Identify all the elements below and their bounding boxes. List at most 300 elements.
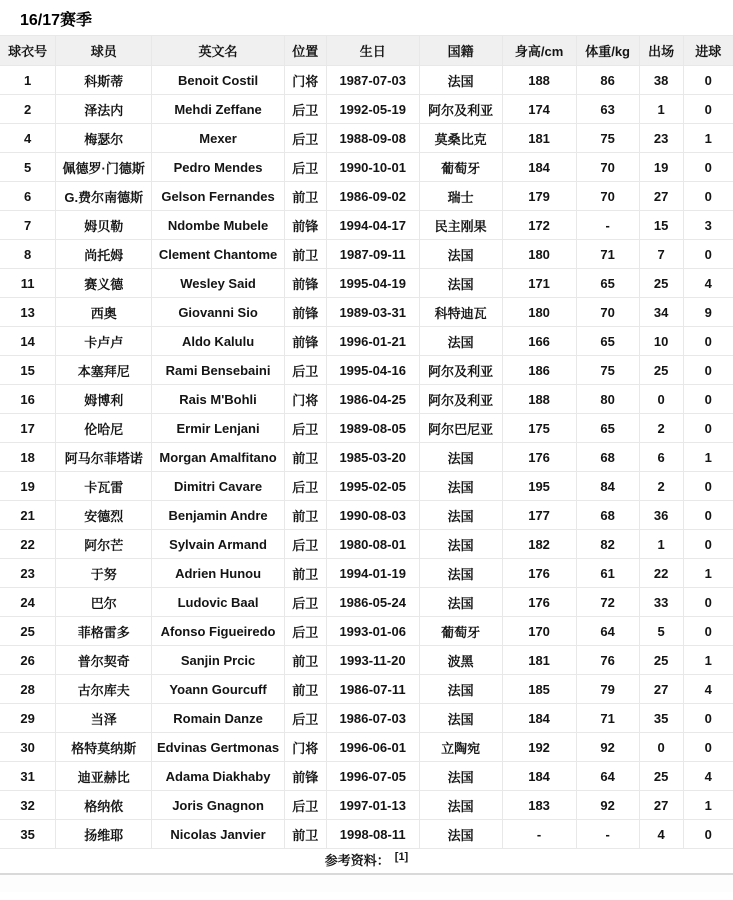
table-cell: 卡卢卢 [56,327,152,356]
table-cell: 68 [576,443,639,472]
table-cell: 1992-05-19 [326,95,419,124]
table-cell: 0 [683,530,733,559]
table-cell: 0 [683,472,733,501]
table-cell: 176 [502,588,576,617]
table-cell: 赛义德 [56,269,152,298]
table-cell: 1 [683,559,733,588]
table-cell: 前锋 [284,269,326,298]
table-row [0,211,733,240]
table-cell: 法国 [419,762,502,791]
table-cell: 1993-01-06 [326,617,419,646]
table-cell: 172 [502,211,576,240]
table-row [0,356,733,385]
table-cell: 0 [683,588,733,617]
table-cell: 0 [683,356,733,385]
table-cell: 92 [576,733,639,762]
table-row [0,327,733,356]
table-cell: 迪亚赫比 [56,762,152,791]
table-cell: 36 [639,501,683,530]
reference-label: 参考资料： [324,853,390,868]
table-row [0,559,733,588]
table-cell: 2 [639,472,683,501]
table-cell: 2 [639,414,683,443]
table-cell: 21 [0,501,56,530]
table-cell: 1994-04-17 [326,211,419,240]
table-cell: 79 [576,675,639,704]
table-cell: 33 [639,588,683,617]
table-cell: 1986-09-02 [326,182,419,211]
table-cell: Sanjin Prcic [152,646,285,675]
table-row [0,153,733,182]
table-cell: 166 [502,327,576,356]
table-cell: 1 [683,124,733,153]
table-cell: 8 [0,240,56,269]
table-cell: 4 [639,820,683,849]
table-cell: 11 [0,269,56,298]
table-cell: 65 [576,414,639,443]
table-cell: 25 [639,269,683,298]
table-cell: Rais M'Bohli [152,385,285,414]
table-cell: 法国 [419,588,502,617]
table-cell: 170 [502,617,576,646]
table-cell: 0 [639,385,683,414]
table-cell: Afonso Figueiredo [152,617,285,646]
table-cell: 19 [0,472,56,501]
table-cell: 0 [683,820,733,849]
table-cell: 后卫 [284,356,326,385]
table-cell: 前卫 [284,182,326,211]
table-cell: 1995-04-19 [326,269,419,298]
table-row [0,95,733,124]
column-header: 球员 [56,36,152,66]
table-cell: 1988-09-08 [326,124,419,153]
table-cell: 192 [502,733,576,762]
table-cell: 0 [683,733,733,762]
table-cell: 卡瓦雷 [56,472,152,501]
table-cell: 前卫 [284,559,326,588]
table-cell: 182 [502,530,576,559]
roster-table [0,35,733,849]
table-cell: 27 [639,182,683,211]
table-cell: 于努 [56,559,152,588]
table-cell: 38 [639,66,683,95]
table-cell: 25 [639,762,683,791]
table-cell: 0 [683,414,733,443]
table-row [0,675,733,704]
table-cell: 门将 [284,733,326,762]
table-cell: 1986-04-25 [326,385,419,414]
table-cell: 0 [683,501,733,530]
table-cell: 后卫 [284,530,326,559]
table-cell: 76 [576,646,639,675]
table-header-row [0,36,733,66]
table-cell: 1980-08-01 [326,530,419,559]
table-cell: 法国 [419,240,502,269]
table-cell: 25 [639,356,683,385]
table-cell: Sylvain Armand [152,530,285,559]
table-cell: Benjamin Andre [152,501,285,530]
table-cell: 科特迪瓦 [419,298,502,327]
table-cell: 法国 [419,675,502,704]
table-cell: 22 [639,559,683,588]
table-cell: 法国 [419,501,502,530]
table-cell: 16 [0,385,56,414]
table-row [0,240,733,269]
table-cell: 1998-08-11 [326,820,419,849]
table-cell: 68 [576,501,639,530]
table-cell: 29 [0,704,56,733]
table-cell: 75 [576,356,639,385]
table-cell: 科斯蒂 [56,66,152,95]
table-cell: 180 [502,298,576,327]
table-cell: 0 [683,182,733,211]
table-row [0,762,733,791]
table-cell: 71 [576,240,639,269]
table-cell: 阿尔芒 [56,530,152,559]
table-cell: 0 [683,617,733,646]
table-cell: 80 [576,385,639,414]
table-cell: 1996-06-01 [326,733,419,762]
table-cell: 前卫 [284,443,326,472]
table-cell: 前卫 [284,675,326,704]
table-cell: 61 [576,559,639,588]
table-cell: 30 [0,733,56,762]
table-cell: 82 [576,530,639,559]
table-cell: 格纳侬 [56,791,152,820]
table-cell: 1987-09-11 [326,240,419,269]
reference-link[interactable]: [1] [394,851,409,863]
table-cell: 阿尔及利亚 [419,95,502,124]
column-header: 球衣号 [0,36,56,66]
table-cell: 后卫 [284,617,326,646]
table-cell: 葡萄牙 [419,617,502,646]
table-cell: 1985-03-20 [326,443,419,472]
table-cell: 13 [0,298,56,327]
table-cell: Wesley Said [152,269,285,298]
table-cell: 前锋 [284,298,326,327]
table-cell: 1997-01-13 [326,791,419,820]
table-cell: Ermir Lenjani [152,414,285,443]
table-cell: 古尔库夫 [56,675,152,704]
table-cell: 7 [0,211,56,240]
table-cell: 6 [639,443,683,472]
table-row [0,385,733,414]
table-cell: Romain Danze [152,704,285,733]
table-cell: 民主刚果 [419,211,502,240]
table-cell: 4 [683,762,733,791]
bottom-area [0,875,733,892]
table-cell: Clement Chantome [152,240,285,269]
table-cell: 西奥 [56,298,152,327]
table-cell: 175 [502,414,576,443]
table-cell: 4 [683,675,733,704]
table-row [0,124,733,153]
table-cell: 186 [502,356,576,385]
table-cell: 法国 [419,269,502,298]
table-cell: 32 [0,791,56,820]
table-cell: 前卫 [284,820,326,849]
table-cell: 普尔契奇 [56,646,152,675]
table-cell: 法国 [419,820,502,849]
table-cell: 19 [639,153,683,182]
table-cell: 1989-08-05 [326,414,419,443]
table-cell: 后卫 [284,588,326,617]
table-cell: Mehdi Zeffane [152,95,285,124]
table-cell: 后卫 [284,95,326,124]
table-cell: 65 [576,269,639,298]
table-cell: 泽法内 [56,95,152,124]
column-header: 身高/cm [502,36,576,66]
table-cell: 183 [502,791,576,820]
table-cell: 1996-07-05 [326,762,419,791]
table-cell: 14 [0,327,56,356]
table-cell: 1 [683,791,733,820]
table-cell: 195 [502,472,576,501]
table-cell: 7 [639,240,683,269]
table-cell: Gelson Fernandes [152,182,285,211]
table-cell: Morgan Amalfitano [152,443,285,472]
table-cell: 176 [502,443,576,472]
table-cell: Dimitri Cavare [152,472,285,501]
table-row [0,472,733,501]
table-row [0,791,733,820]
table-cell: Ludovic Baal [152,588,285,617]
table-cell: 64 [576,762,639,791]
table-cell: 门将 [284,66,326,95]
table-cell: 26 [0,646,56,675]
table-row [0,414,733,443]
table-cell: 188 [502,385,576,414]
table-cell: 葡萄牙 [419,153,502,182]
table-cell: Joris Gnagnon [152,791,285,820]
table-cell: 25 [0,617,56,646]
table-cell: 72 [576,588,639,617]
table-cell: 0 [683,66,733,95]
table-cell: 35 [0,820,56,849]
table-cell: 92 [576,791,639,820]
table-cell: 前锋 [284,762,326,791]
table-cell: 9 [683,298,733,327]
column-header: 进球 [683,36,733,66]
table-cell: - [576,211,639,240]
table-cell: Yoann Gourcuff [152,675,285,704]
table-cell: 1986-07-11 [326,675,419,704]
table-cell: Edvinas Gertmonas [152,733,285,762]
table-cell: 63 [576,95,639,124]
table-cell: 0 [683,95,733,124]
table-cell: 25 [639,646,683,675]
table-cell: 法国 [419,530,502,559]
table-row [0,182,733,211]
column-header: 生日 [326,36,419,66]
table-cell: Aldo Kalulu [152,327,285,356]
table-cell: 28 [0,675,56,704]
table-cell: 阿尔及利亚 [419,385,502,414]
table-cell: 23 [0,559,56,588]
table-cell: 188 [502,66,576,95]
column-header: 体重/kg [576,36,639,66]
table-row [0,530,733,559]
column-header: 英文名 [152,36,285,66]
table-cell: 格特莫纳斯 [56,733,152,762]
table-cell: 22 [0,530,56,559]
table-cell: 后卫 [284,153,326,182]
table-cell: 65 [576,327,639,356]
column-header: 位置 [284,36,326,66]
table-cell: 24 [0,588,56,617]
table-cell: 姆贝勒 [56,211,152,240]
table-cell: 86 [576,66,639,95]
table-row [0,588,733,617]
table-body [0,66,733,849]
table-cell: 立陶宛 [419,733,502,762]
table-cell: 法国 [419,704,502,733]
table-cell: 184 [502,153,576,182]
table-cell: 185 [502,675,576,704]
table-row [0,646,733,675]
reference-row [0,849,733,875]
table-cell: 佩德罗·门德斯 [56,153,152,182]
table-cell: 75 [576,124,639,153]
table-cell: Adama Diakhaby [152,762,285,791]
table-cell: 1986-05-24 [326,588,419,617]
column-header: 国籍 [419,36,502,66]
table-cell: 17 [0,414,56,443]
table-cell: 法国 [419,559,502,588]
table-cell: Giovanni Sio [152,298,285,327]
table-cell: 前卫 [284,646,326,675]
table-cell: 法国 [419,66,502,95]
table-cell: 18 [0,443,56,472]
table-cell: Pedro Mendes [152,153,285,182]
table-cell: 0 [683,385,733,414]
table-cell: 法国 [419,472,502,501]
table-cell: - [576,820,639,849]
table-cell: 后卫 [284,704,326,733]
table-cell: 法国 [419,791,502,820]
table-cell: 34 [639,298,683,327]
table-row [0,66,733,95]
table-cell: 35 [639,704,683,733]
table-cell: 1993-11-20 [326,646,419,675]
table-row [0,820,733,849]
table-cell: 1990-08-03 [326,501,419,530]
table-cell: Ndombe Mubele [152,211,285,240]
table-row [0,733,733,762]
table-cell: 0 [683,704,733,733]
table-cell: 5 [639,617,683,646]
table-cell: 181 [502,124,576,153]
table-cell: 4 [0,124,56,153]
table-cell: 法国 [419,327,502,356]
table-cell: 70 [576,182,639,211]
table-row [0,298,733,327]
table-cell: 菲格雷多 [56,617,152,646]
table-cell: 177 [502,501,576,530]
table-cell: 尚托姆 [56,240,152,269]
table-cell: 1987-07-03 [326,66,419,95]
table-cell: 181 [502,646,576,675]
table-cell: 180 [502,240,576,269]
table-cell: 前卫 [284,240,326,269]
table-cell: 0 [639,733,683,762]
table-cell: 10 [639,327,683,356]
table-cell: 扬维耶 [56,820,152,849]
section-title: 16/17赛季 [20,12,93,29]
table-cell: 波黑 [419,646,502,675]
table-cell: 5 [0,153,56,182]
table-cell: 阿尔及利亚 [419,356,502,385]
table-cell: 179 [502,182,576,211]
table-cell: 安德烈 [56,501,152,530]
table-row [0,501,733,530]
table-cell: Benoit Costil [152,66,285,95]
table-cell: - [502,820,576,849]
table-cell: 15 [639,211,683,240]
table-cell: 1 [683,646,733,675]
table-cell: 0 [683,153,733,182]
table-cell: Mexer [152,124,285,153]
table-cell: 1 [639,530,683,559]
table-cell: 姆博利 [56,385,152,414]
table-cell: 174 [502,95,576,124]
table-cell: 0 [683,327,733,356]
table-cell: 1994-01-19 [326,559,419,588]
table-cell: 本塞拜尼 [56,356,152,385]
table-cell: 1996-01-21 [326,327,419,356]
table-cell: 1 [639,95,683,124]
table-cell: 前锋 [284,327,326,356]
table-row [0,617,733,646]
table-cell: 莫桑比克 [419,124,502,153]
table-cell: 15 [0,356,56,385]
table-cell: Rami Bensebaini [152,356,285,385]
table-cell: 2 [0,95,56,124]
table-cell: Adrien Hunou [152,559,285,588]
table-cell: 176 [502,559,576,588]
table-cell: Nicolas Janvier [152,820,285,849]
table-cell: 70 [576,298,639,327]
table-cell: 伦哈尼 [56,414,152,443]
table-cell: 门将 [284,385,326,414]
table-cell: 171 [502,269,576,298]
table-cell: 后卫 [284,414,326,443]
table-cell: 前锋 [284,211,326,240]
table-cell: 后卫 [284,791,326,820]
table-cell: 70 [576,153,639,182]
table-cell: 前卫 [284,501,326,530]
table-cell: 阿马尔菲塔诺 [56,443,152,472]
table-cell: 4 [683,269,733,298]
table-cell: 23 [639,124,683,153]
table-cell: 31 [0,762,56,791]
table-cell: 瑞士 [419,182,502,211]
table-cell: 3 [683,211,733,240]
table-cell: G.费尔南德斯 [56,182,152,211]
table-cell: 阿尔巴尼亚 [419,414,502,443]
table-cell: 1995-02-05 [326,472,419,501]
table-cell: 1995-04-16 [326,356,419,385]
table-cell: 1989-03-31 [326,298,419,327]
table-cell: 6 [0,182,56,211]
table-row [0,443,733,472]
table-cell: 后卫 [284,124,326,153]
table-cell: 1990-10-01 [326,153,419,182]
table-cell: 0 [683,240,733,269]
table-cell: 27 [639,675,683,704]
table-row [0,704,733,733]
table-cell: 84 [576,472,639,501]
